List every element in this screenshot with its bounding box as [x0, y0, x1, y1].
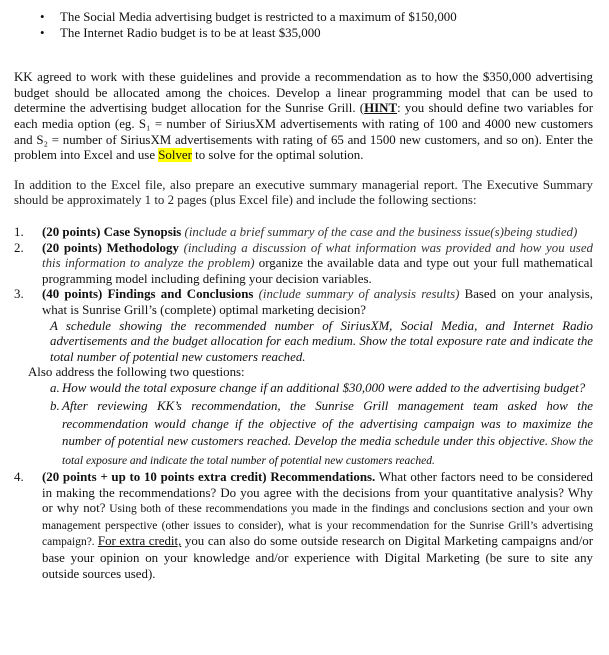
- constraint-bullets: [40, 10, 593, 41]
- list-item: 1. (20 points) Case Synopsis (include a brief summary of the case and the business issue(s)being studied): [14, 224, 578, 239]
- assignment-paragraph: KK agreed to work with these guidelines and provide a recommendation as to how the $350,000 advertising budget should be allocated among the choices. Develop a linear programming model that can be used to determine the advertising budget allocation for the Sunrise Grill. (HINT: you should define two variables for each media option (eg. S₁ = number of SiriusXM advertisements with rating of 100 and 4000 new customers and S₂ = number of SiriusXM advertisements with rating of 65 and 1500 new customers, and so on). Enter the problem into Excel and use Solver to solve for the optimal solution.: [14, 70, 594, 163]
- highlighted-solver: Solver: [158, 148, 192, 163]
- question-b: b. After reviewing KK’s recommendation, the Sunrise Grill management team asked how the recommendation would change if the objective of the advertising campaign was to maximize the number of potential new customers reached. Develop the media schedule under this objective. Show the total exposure and indicate the total number of potential new customers reached.: [50, 399, 593, 467]
- bullet-item: • The Social Media advertising budget is restricted to a maximum of $150,000: [40, 10, 457, 24]
- bullet-item: • The Internet Radio budget is to be at least $35,000: [40, 25, 321, 40]
- question-a: a. How would the total exposure change if an additional $30,000 were added to the advertising budget?: [50, 380, 586, 395]
- list-item: 2. (20 points) Methodology (including a discussion of what information was provided and how you used this information to analyze the problem) organize the available data and type out your full mathematical programming model including defining your decision variables.: [14, 240, 593, 286]
- schedule-requirement: A schedule showing the recommended number of SiriusXM, Social Media, and Internet Radio advertisements and the budget allocation for each medium. Show the total exposure rate and indicate the total number of potential new customers reached.: [50, 318, 593, 364]
- list-item: 3. (40 points) Findings and Conclusions (include summary of analysis results) Based on your analysis, what is Sunrise Grill’s (complete) optimal marketing decision? A schedule showing the recommended number of SiriusXM, Social Media, and Internet Radio advertisements and the budget allocation for each medium. Show the total exposure rate and indicate the total number of potential new customers reached. Also address the following two questions: a. How would the total exposure change if an additional $30,000 were added to the advertising budget? b. After reviewing KK’s recommendation, the Sunrise Grill management team asked how the recommendation would change if the objective of the advertising campaign was to maximize the number of potential new customers reached. Develop the media schedule under this objective. Show the total exposure and indicate the total number of potential new customers reached.: [14, 287, 593, 470]
- report-sections-list: [14, 225, 593, 582]
- bullet-dot-icon: •: [40, 10, 45, 24]
- report-instructions: In addition to the Excel file, also prepare an executive summary managerial report. The Executive Summary should be approximately 1 to 2 pages (plus Excel file) and include the following sections:: [14, 177, 593, 208]
- bullet-dot-icon: •: [40, 25, 45, 40]
- list-item: 4. (20 points + up to 10 points extra credit) Recommendations. What other factors need to be considered in making the recommendations? Do you agree with the decisions from your quantitative analysis? Why or why not? Using both of these recommendations you made in the findings and conclusions section and your own management perspective (other issues to consider), what is your recommendation for the Sunrise Grill’s advertising campaign?. For extra credit, you can also do some outside research on Digital Marketing campaigns and/or base your opinion on your knowledge and/or experience with Digital Marketing (be sure to site any outside sources used).: [14, 470, 593, 581]
- also-address: Also address the following two questions:: [28, 365, 245, 380]
- extra-credit-label: For extra credit,: [97, 534, 182, 549]
